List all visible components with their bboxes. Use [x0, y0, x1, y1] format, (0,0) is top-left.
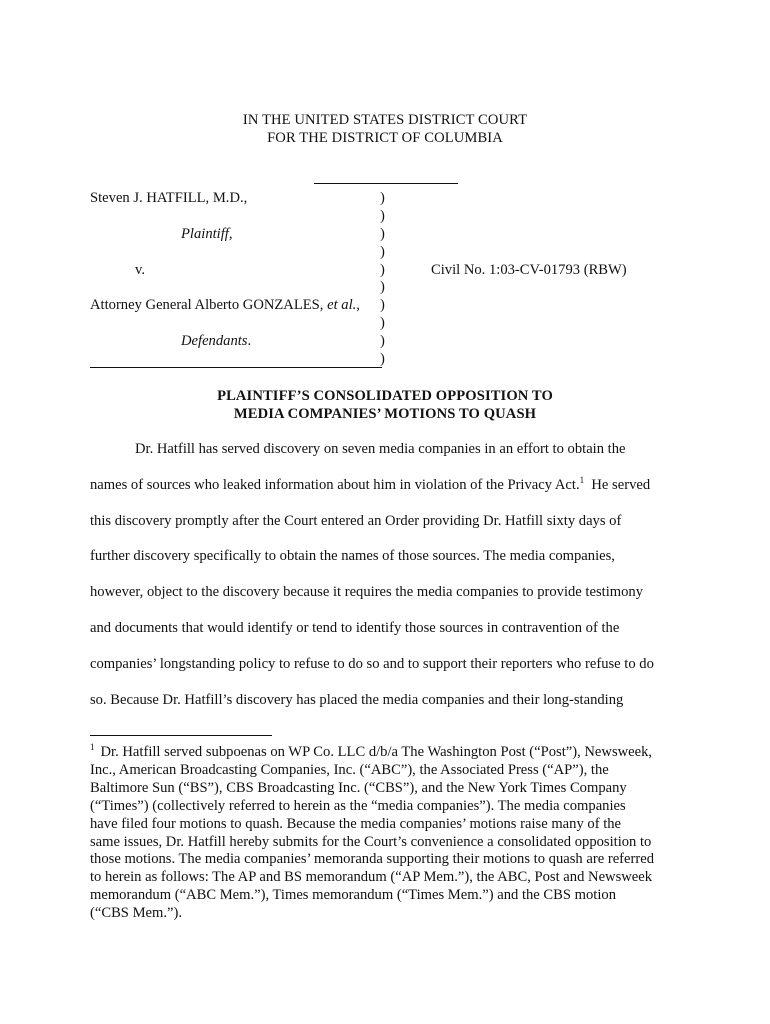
defendant-role-suffix: .: [247, 333, 252, 350]
caption-paren: ): [380, 351, 385, 368]
caption-row: [90, 190, 730, 208]
plaintiff-role: [181, 226, 233, 244]
footnote-line: Baltimore Sun (“BS”), CBS Broadcasting Inc. (“CBS”), and the New York Times Company: [90, 779, 627, 796]
body-line-text: names of sources who leaked information about him in violation of the Privacy Act.: [90, 476, 580, 493]
caption-paren: ): [380, 261, 385, 278]
case-caption: [90, 190, 730, 369]
plaintiff-role-suffix: ,: [228, 225, 233, 242]
caption-row: [90, 315, 730, 333]
body-paragraph: [90, 441, 690, 727]
footnote-separator: [90, 735, 272, 736]
defendant-role: [181, 333, 251, 351]
body-line-text: He served: [584, 476, 651, 493]
caption-row: [90, 262, 730, 280]
footnote-line: same issues, Dr. Hatfill hereby submits for the Court’s convenience a consolidated opposition to: [90, 833, 652, 850]
body-line: and documents that would identify or tend to identify those sources in contravention of the: [90, 619, 620, 636]
footnote-marker: 1: [90, 742, 95, 752]
defendant-name-text: Attorney General Alberto GONZALES,: [90, 297, 324, 314]
footnote-line: Inc., American Broadcasting Companies, Inc. (“ABC”), the Associated Press (“AP”), the: [90, 761, 609, 778]
title-line: MEDIA COMPANIES’ MOTIONS TO QUASH: [233, 406, 537, 422]
footnote-line: memorandum (“ABC Mem.”), Times memorandum (“Times Mem.”) and the CBS motion: [90, 887, 617, 904]
body-line: this discovery promptly after the Court entered an Order providing Dr. Hatfill sixty days of: [90, 512, 622, 529]
court-name-line: IN THE UNITED STATES DISTRICT COURT: [242, 112, 528, 128]
document-title: [0, 387, 770, 423]
court-district-line: FOR THE DISTRICT OF COLUMBIA: [267, 130, 503, 146]
caption-paren: ): [380, 333, 385, 350]
civil-case-number: Civil No. 1:03-CV-01793 (RBW): [431, 261, 627, 278]
caption-paren: ): [380, 297, 385, 314]
footnote: [90, 744, 690, 923]
footnote-line: those motions. The media companies’ memoranda supporting their motions to quash are referred: [90, 851, 655, 868]
footnote-line: (“CBS Mem.”).: [90, 905, 183, 922]
caption-row: [90, 333, 730, 351]
defendant-name-suffix: ,: [356, 297, 360, 314]
court-header: [0, 111, 770, 147]
plaintiff-name: Steven J. HATFILL, M.D.,: [90, 190, 248, 206]
body-line: [90, 474, 690, 513]
caption-top-rule: [314, 183, 458, 184]
body-line: further discovery specifically to obtain the names of those sources. The media companies,: [90, 548, 615, 565]
caption-row: [90, 226, 730, 244]
defendant-role-text: Defendants: [181, 333, 248, 350]
caption-paren: ): [380, 190, 385, 206]
caption-paren: ): [380, 225, 385, 242]
footnote-reference[interactable]: 1: [579, 474, 585, 485]
defendant-etal: et al.: [327, 297, 357, 314]
body-line: Dr. Hatfill has served discovery on seven media companies in an effort to obtain the: [135, 441, 626, 457]
footnote-line-text: Dr. Hatfill served subpoenas on WP Co. LLC d/b/a The Washington Post (“Post”), Newsweek,: [100, 744, 653, 760]
caption-paren: ): [380, 279, 385, 296]
plaintiff-role-text: Plaintiff: [181, 225, 229, 242]
caption-row: [90, 279, 730, 297]
caption-paren: ): [380, 243, 385, 260]
body-line: companies’ longstanding policy to refuse to do so and to support their reporters who refuse to do: [90, 655, 654, 672]
caption-paren: ): [380, 207, 385, 224]
caption-paren: ): [380, 315, 385, 332]
footnote-line: to herein as follows: The AP and BS memorandum (“AP Mem.”), the ABC, Post and Newsweek: [90, 869, 653, 886]
body-line: however, object to the discovery because it requires the media companies to provide testimony: [90, 584, 643, 601]
caption-row: [90, 297, 730, 315]
defendant-name: [90, 297, 360, 315]
caption-row: [90, 244, 730, 262]
footnote-line: [90, 744, 690, 762]
caption-bottom-rule: [90, 367, 382, 368]
footnote-line: (“Times”) (collectively referred to herein as the “media companies”). The media companies: [90, 797, 626, 814]
versus: v.: [135, 261, 145, 278]
caption-row: [90, 208, 730, 226]
title-line: PLAINTIFF’S CONSOLIDATED OPPOSITION TO: [217, 388, 553, 404]
body-line: so. Because Dr. Hatfill’s discovery has placed the media companies and their long-standing: [90, 691, 624, 708]
footnote-line: have filed four motions to quash. Because the media companies’ motions raise many of the: [90, 815, 622, 832]
